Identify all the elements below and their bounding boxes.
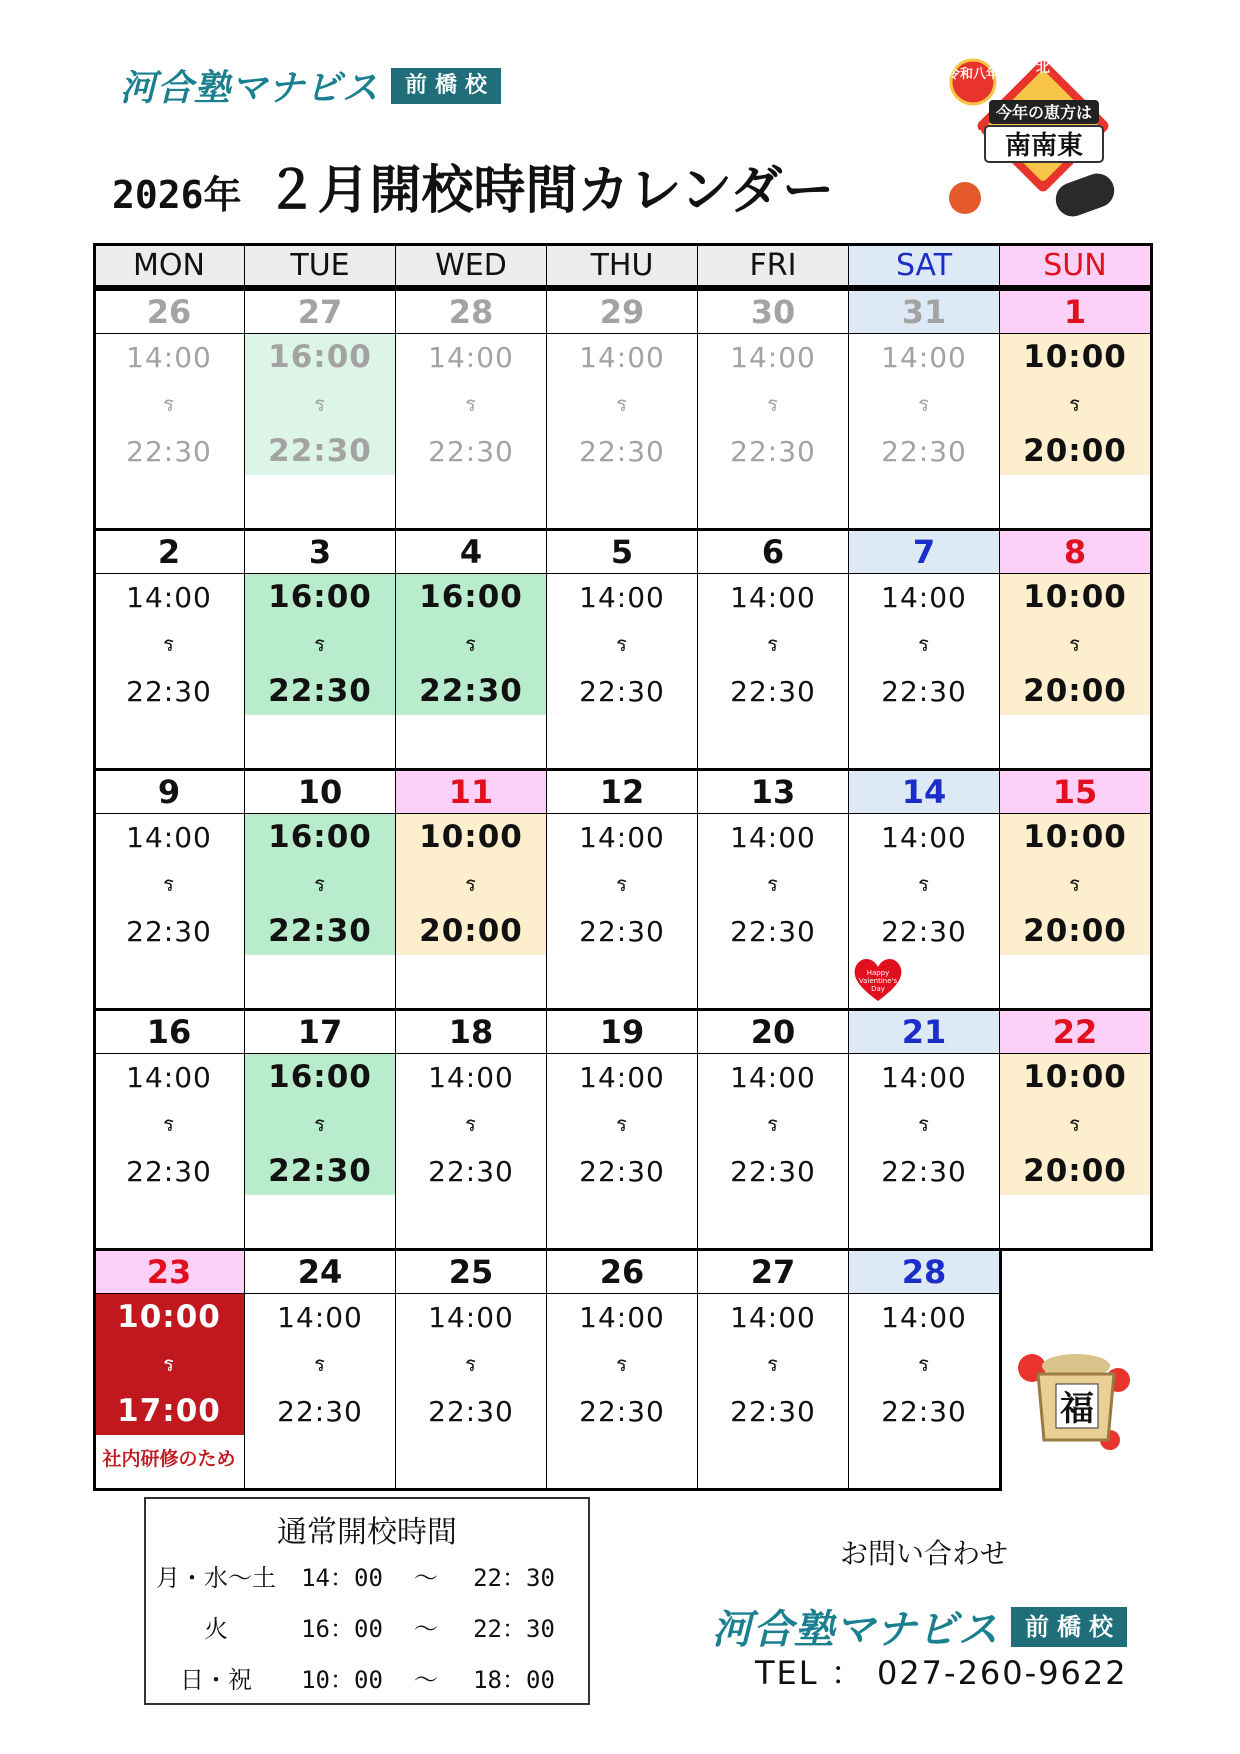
day-hours — [547, 1294, 697, 1435]
hours-close: 18：00 — [473, 1666, 555, 1694]
close-time: 22:30 — [881, 435, 967, 468]
day-number: 1 — [1000, 289, 1150, 334]
day-hours — [1000, 334, 1150, 475]
day-number: 28 — [396, 289, 546, 334]
time-separator: ร — [767, 392, 779, 416]
day-number: 2 — [94, 529, 244, 574]
close-time: 22:30 — [881, 1395, 967, 1428]
day-cell — [697, 288, 849, 529]
close-time: 17:00 — [117, 1393, 221, 1429]
hours-row — [146, 1655, 588, 1706]
close-time: 20:00 — [419, 913, 523, 949]
close-time: 20:00 — [1023, 1153, 1127, 1189]
open-time: 10:00 — [419, 819, 523, 855]
day-cell — [244, 768, 396, 1009]
day-number: 17 — [245, 1009, 395, 1054]
valentine-line1: Happy — [866, 969, 890, 977]
day-number: 11 — [396, 769, 546, 814]
open-time: 10:00 — [1023, 819, 1127, 855]
open-time: 10:00 — [1023, 339, 1127, 375]
day-cell — [848, 1248, 1000, 1489]
open-time: 10:00 — [117, 1299, 221, 1335]
day-cell — [697, 768, 849, 1009]
day-hours — [849, 1054, 999, 1195]
hours-days: 火 — [204, 1615, 228, 1643]
day-cell — [244, 1008, 396, 1249]
time-separator: ร — [314, 872, 326, 896]
close-time: 22:30 — [730, 435, 816, 468]
close-time: 22:30 — [881, 915, 967, 948]
oni-icon — [949, 182, 981, 214]
brand-name: 河合塾マナビス — [120, 68, 380, 109]
open-time: 14:00 — [881, 1301, 967, 1334]
day-hours — [1000, 814, 1150, 955]
open-time: 16:00 — [268, 1059, 372, 1095]
time-separator: ร — [314, 1352, 326, 1376]
close-time: 22:30 — [579, 1395, 665, 1428]
day-number: 27 — [698, 1249, 848, 1294]
calendar-grid — [93, 243, 1152, 1490]
day-cell — [999, 1008, 1151, 1249]
brand-name: 河合塾マナビス — [712, 1607, 999, 1653]
day-hours — [547, 334, 697, 475]
time-separator: ร — [918, 1112, 930, 1136]
time-separator: ร — [1069, 392, 1081, 416]
day-cell — [697, 1008, 849, 1249]
day-cell — [848, 1008, 1000, 1249]
close-time: 20:00 — [1023, 673, 1127, 709]
day-hours — [396, 1294, 546, 1435]
page-title — [112, 148, 834, 223]
eho-direction: 南南東 — [1004, 131, 1084, 161]
ehomaki-icon — [1051, 169, 1119, 221]
day-cell — [395, 1248, 547, 1489]
time-separator: ร — [465, 1112, 477, 1136]
open-time: 16:00 — [419, 579, 523, 615]
day-cell — [546, 1248, 698, 1489]
day-number: 5 — [547, 529, 697, 574]
time-separator: ร — [314, 1112, 326, 1136]
time-separator: ร — [616, 392, 628, 416]
day-cell — [697, 1248, 849, 1489]
day-number: 23 — [94, 1249, 244, 1294]
regular-hours-box — [144, 1497, 590, 1705]
close-time: 22:30 — [730, 1155, 816, 1188]
time-separator: ร — [767, 872, 779, 896]
day-hours — [94, 1054, 244, 1195]
day-hours — [94, 814, 244, 955]
day-cell — [999, 528, 1151, 769]
day-number: 29 — [547, 289, 697, 334]
open-time: 14:00 — [730, 821, 816, 854]
day-number: 9 — [94, 769, 244, 814]
phone-number: TEL ： 027-260-9622 — [755, 1654, 1128, 1692]
day-hours — [849, 1294, 999, 1435]
time-separator: ร — [918, 392, 930, 416]
time-separator: ร — [163, 392, 175, 416]
eho-west: 西 — [968, 130, 982, 146]
day-hours — [698, 1054, 848, 1195]
day-hours — [396, 574, 546, 715]
open-time: 14:00 — [126, 821, 212, 854]
regular-hours-title: 通常開校時間 — [277, 1515, 457, 1550]
weekday-header: WED — [395, 243, 547, 288]
close-time: 22:30 — [730, 1395, 816, 1428]
day-number: 16 — [94, 1009, 244, 1054]
close-time: 22:30 — [277, 1395, 363, 1428]
day-cell — [244, 528, 396, 769]
time-separator: ร — [918, 872, 930, 896]
hours-open: 10：00 — [301, 1666, 383, 1694]
day-cell — [546, 528, 698, 769]
hours-row — [146, 1553, 588, 1604]
day-cell — [999, 768, 1151, 1009]
day-hours — [698, 1294, 848, 1435]
day-cell — [848, 288, 1000, 529]
open-time: 14:00 — [126, 1061, 212, 1094]
time-separator: ร — [465, 392, 477, 416]
close-time: 22:30 — [881, 1155, 967, 1188]
close-time: 22:30 — [268, 1153, 372, 1189]
day-cell — [244, 1248, 396, 1489]
day-hours — [245, 1054, 395, 1195]
close-time: 22:30 — [428, 435, 514, 468]
open-time: 14:00 — [730, 1061, 816, 1094]
brand-branch: 前橋校 — [391, 68, 501, 104]
day-hours — [547, 814, 697, 955]
time-separator: ร — [767, 632, 779, 656]
hours-sep: ～ — [414, 1666, 438, 1694]
day-hours — [396, 334, 546, 475]
time-separator: ร — [1069, 632, 1081, 656]
day-cell — [848, 528, 1000, 769]
time-separator: ร — [767, 1352, 779, 1376]
close-time: 22:30 — [126, 915, 212, 948]
open-time: 14:00 — [881, 1061, 967, 1094]
day-number: 27 — [245, 289, 395, 334]
day-number: 24 — [245, 1249, 395, 1294]
day-hours — [245, 814, 395, 955]
time-separator: ร — [616, 1112, 628, 1136]
valentine-line2: Valentine's — [858, 977, 898, 985]
day-number: 3 — [245, 529, 395, 574]
contact-label: お問い合わせ — [840, 1537, 1009, 1570]
day-cell — [999, 288, 1151, 529]
hours-sep: ～ — [414, 1615, 438, 1643]
day-number: 13 — [698, 769, 848, 814]
close-time: 22:30 — [126, 435, 212, 468]
title-main: ２月開校時間カレンダー — [265, 161, 835, 221]
day-cell — [546, 1008, 698, 1249]
day-number: 21 — [849, 1009, 999, 1054]
day-hours — [245, 1294, 395, 1435]
open-time: 14:00 — [428, 341, 514, 374]
close-time: 22:30 — [268, 673, 372, 709]
day-hours — [94, 334, 244, 475]
eho-badge — [945, 58, 1125, 228]
open-time: 14:00 — [579, 1301, 665, 1334]
day-number: 30 — [698, 289, 848, 334]
day-hours — [547, 574, 697, 715]
open-time: 14:00 — [579, 1061, 665, 1094]
close-time: 22:30 — [579, 675, 665, 708]
day-cell — [395, 768, 547, 1009]
close-time: 22:30 — [579, 1155, 665, 1188]
day-number: 22 — [1000, 1009, 1150, 1054]
open-time: 14:00 — [730, 1301, 816, 1334]
open-time: 10:00 — [1023, 579, 1127, 615]
time-separator: ร — [314, 632, 326, 656]
day-number: 28 — [849, 1249, 999, 1294]
day-hours — [1000, 574, 1150, 715]
day-cell — [697, 528, 849, 769]
time-separator: ร — [918, 632, 930, 656]
day-number: 25 — [396, 1249, 546, 1294]
hours-sep: ～ — [414, 1564, 438, 1592]
close-time: 20:00 — [1023, 913, 1127, 949]
day-number: 12 — [547, 769, 697, 814]
time-separator: ร — [465, 1352, 477, 1376]
day-hours — [849, 574, 999, 715]
day-number: 26 — [94, 289, 244, 334]
time-separator: ร — [767, 1112, 779, 1136]
time-separator: ร — [918, 1352, 930, 1376]
open-time: 14:00 — [579, 581, 665, 614]
time-separator: ร — [314, 392, 326, 416]
day-number: 8 — [1000, 529, 1150, 574]
open-time: 16:00 — [268, 579, 372, 615]
hours-open: 16：00 — [301, 1615, 383, 1643]
day-hours — [698, 334, 848, 475]
day-number: 14 — [849, 769, 999, 814]
close-time: 22:30 — [579, 435, 665, 468]
eho-east: 東 — [1104, 130, 1118, 146]
open-time: 14:00 — [730, 581, 816, 614]
close-time: 22:30 — [730, 675, 816, 708]
day-cell — [244, 288, 396, 529]
open-time: 14:00 — [881, 821, 967, 854]
day-number: 19 — [547, 1009, 697, 1054]
day-number: 7 — [849, 529, 999, 574]
weekday-header: FRI — [697, 243, 849, 288]
close-time: 22:30 — [428, 1395, 514, 1428]
day-number: 18 — [396, 1009, 546, 1054]
day-hours — [698, 574, 848, 715]
day-number: 20 — [698, 1009, 848, 1054]
day-hours — [396, 1054, 546, 1195]
close-time: 22:30 — [881, 675, 967, 708]
day-cell — [93, 768, 245, 1009]
time-separator: ร — [616, 1352, 628, 1376]
day-cell — [93, 1008, 245, 1249]
day-hours — [94, 574, 244, 715]
eho-south: 南 — [1036, 192, 1050, 208]
day-cell — [546, 768, 698, 1009]
day-number: 31 — [849, 289, 999, 334]
day-hours — [698, 814, 848, 955]
day-cell — [93, 1248, 245, 1489]
eho-era: 令和八年 — [946, 67, 1000, 82]
day-number: 26 — [547, 1249, 697, 1294]
close-time: 22:30 — [730, 915, 816, 948]
close-time: 22:30 — [428, 1155, 514, 1188]
time-separator: ร — [465, 872, 477, 896]
day-number: 6 — [698, 529, 848, 574]
close-time: 20:00 — [1023, 433, 1127, 469]
open-time: 14:00 — [579, 341, 665, 374]
title-year: 2026年 — [112, 173, 242, 217]
open-time: 16:00 — [268, 819, 372, 855]
time-separator: ร — [616, 872, 628, 896]
open-time: 14:00 — [126, 341, 212, 374]
open-time: 14:00 — [881, 581, 967, 614]
brand-logo-bottom — [712, 1598, 1127, 1655]
close-time: 22:30 — [268, 433, 372, 469]
open-time: 14:00 — [881, 341, 967, 374]
day-hours — [245, 334, 395, 475]
brand-logo-top — [120, 60, 501, 111]
valentine-heart-icon — [852, 955, 904, 1003]
close-time: 22:30 — [579, 915, 665, 948]
special-note: 社内研修のため — [102, 1448, 236, 1470]
open-time: 14:00 — [579, 821, 665, 854]
day-number: 15 — [1000, 769, 1150, 814]
day-hours — [396, 814, 546, 955]
close-time: 22:30 — [268, 913, 372, 949]
day-number: 10 — [245, 769, 395, 814]
open-time: 16:00 — [268, 339, 372, 375]
day-cell — [546, 288, 698, 529]
day-hours — [849, 334, 999, 475]
time-separator: ร — [1069, 1112, 1081, 1136]
hours-close: 22：30 — [473, 1615, 555, 1643]
time-separator: ร — [465, 632, 477, 656]
weekday-header: THU — [546, 243, 698, 288]
day-cell — [395, 528, 547, 769]
eho-caption: 今年の恵方は — [995, 103, 1093, 122]
open-time: 14:00 — [428, 1061, 514, 1094]
hours-days: 月・水～土 — [156, 1564, 276, 1592]
day-hours — [849, 814, 999, 955]
open-time: 14:00 — [730, 341, 816, 374]
brand-branch: 前橋校 — [1011, 1607, 1127, 1647]
day-number: 4 — [396, 529, 546, 574]
day-cell — [395, 1008, 547, 1249]
close-time: 22:30 — [126, 1155, 212, 1188]
time-separator: ร — [163, 632, 175, 656]
hours-open: 14：00 — [301, 1564, 383, 1592]
day-cell — [395, 288, 547, 529]
day-cell — [93, 288, 245, 529]
day-hours — [245, 574, 395, 715]
close-time: 22:30 — [126, 675, 212, 708]
open-time: 14:00 — [428, 1301, 514, 1334]
weekday-header: MON — [93, 243, 245, 288]
time-separator: ร — [616, 632, 628, 656]
eho-north: 北 — [1036, 60, 1050, 76]
valentine-line3: Day — [871, 985, 885, 993]
hours-row — [146, 1604, 588, 1655]
time-separator: ร — [163, 1112, 175, 1136]
close-time: 22:30 — [419, 673, 523, 709]
day-cell — [93, 528, 245, 769]
weekday-header: SAT — [848, 243, 1000, 288]
time-separator: ร — [163, 872, 175, 896]
weekday-header: SUN — [999, 243, 1151, 288]
weekday-header: TUE — [244, 243, 396, 288]
open-time: 14:00 — [277, 1301, 363, 1334]
fukumasu-icon — [1010, 1340, 1135, 1460]
open-time: 10:00 — [1023, 1059, 1127, 1095]
time-separator: ร — [1069, 872, 1081, 896]
open-time: 14:00 — [126, 581, 212, 614]
hours-close: 22：30 — [473, 1564, 555, 1592]
day-hours — [547, 1054, 697, 1195]
day-hours — [1000, 1054, 1150, 1195]
time-separator: ร — [163, 1352, 175, 1376]
day-hours — [94, 1294, 244, 1435]
hours-days: 日・祝 — [180, 1666, 252, 1694]
fuku-char: 福 — [1060, 1389, 1094, 1429]
